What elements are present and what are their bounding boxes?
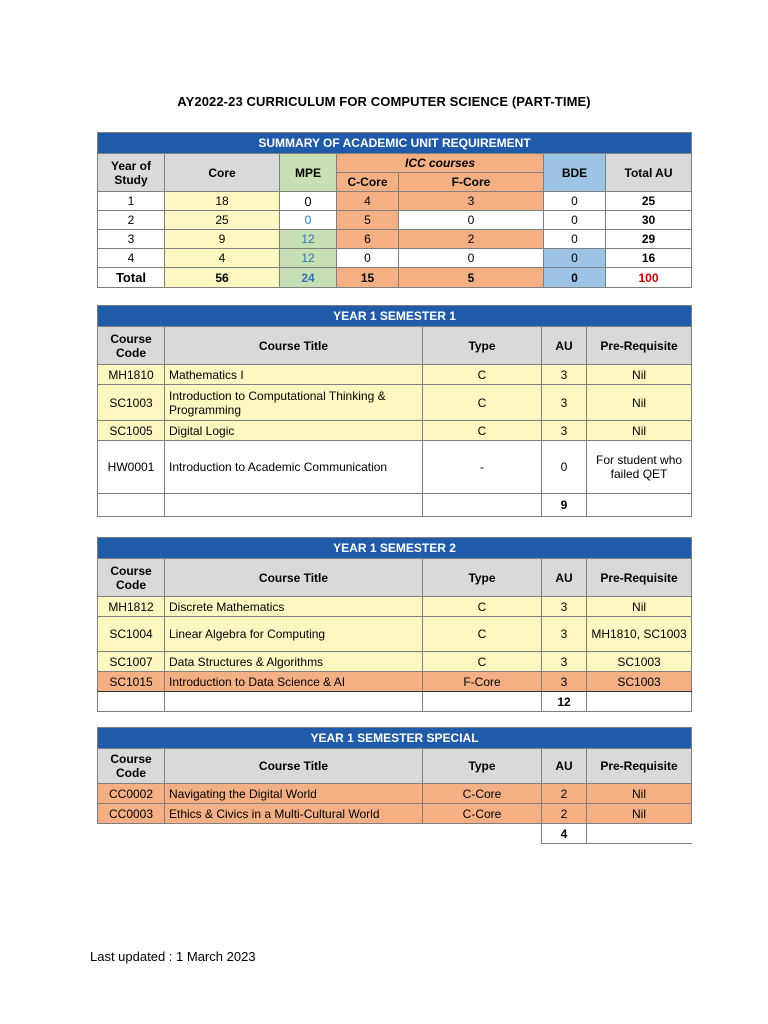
course-type: C xyxy=(423,421,542,441)
col-au: AU xyxy=(542,559,587,597)
course-row xyxy=(98,421,692,441)
total-row xyxy=(98,692,692,712)
col-prereq: Pre-Requisite xyxy=(587,749,692,784)
course-code: CC0002 xyxy=(98,784,165,804)
course-type: - xyxy=(423,441,542,494)
course-row xyxy=(98,597,692,617)
course-title: Linear Algebra for Computing xyxy=(165,617,423,652)
course-title: Mathematics I xyxy=(165,365,423,385)
col-fcore: F-Core xyxy=(399,173,544,192)
bde-total: 0 xyxy=(544,268,606,288)
page-title: AY2022-23 CURRICULUM FOR COMPUTER SCIENCE (PART-TIME) xyxy=(177,94,591,109)
course-prereq: Nil xyxy=(587,597,692,617)
course-prereq: Nil xyxy=(587,365,692,385)
col-core: Core xyxy=(165,154,280,192)
summary-row xyxy=(98,192,692,211)
course-prereq: For student who failed QET xyxy=(587,441,692,494)
course-code: SC1015 xyxy=(98,672,165,692)
col-type: Type xyxy=(423,559,542,597)
course-au: 2 xyxy=(542,784,587,804)
core-cell: 9 xyxy=(165,230,280,249)
course-code: MH1810 xyxy=(98,365,165,385)
course-type: C-Core xyxy=(423,804,542,824)
course-code: SC1005 xyxy=(98,421,165,441)
col-course-code: Course Code xyxy=(98,559,165,597)
course-row xyxy=(98,784,692,804)
course-code: SC1003 xyxy=(98,385,165,421)
course-title: Discrete Mathematics xyxy=(165,597,423,617)
course-prereq: Nil xyxy=(587,804,692,824)
col-au: AU xyxy=(542,327,587,365)
course-title: Digital Logic xyxy=(165,421,423,441)
course-title: Data Structures & Algorithms xyxy=(165,652,423,672)
course-title: Navigating the Digital World xyxy=(165,784,423,804)
col-mpe: MPE xyxy=(280,154,337,192)
sem1-heading: YEAR 1 SEMESTER 1 xyxy=(98,306,692,327)
course-prereq: Nil xyxy=(587,421,692,441)
fcore-cell: 0 xyxy=(399,211,544,230)
course-prereq: SC1003 xyxy=(587,672,692,692)
total-label: Total xyxy=(98,268,165,288)
course-row xyxy=(98,441,692,494)
sem1-table xyxy=(97,305,692,517)
core-total: 56 xyxy=(165,268,280,288)
year-cell: 3 xyxy=(98,230,165,249)
sem2-table xyxy=(97,537,692,712)
year-cell: 2 xyxy=(98,211,165,230)
special-heading: YEAR 1 SEMESTER SPECIAL xyxy=(98,728,692,749)
course-type: C-Core xyxy=(423,784,542,804)
course-prereq: SC1003 xyxy=(587,652,692,672)
sem2-total-au: 12 xyxy=(542,692,587,712)
fcore-cell: 3 xyxy=(399,192,544,211)
course-row xyxy=(98,804,692,824)
ccore-cell: 0 xyxy=(337,249,399,268)
total-cell: 29 xyxy=(606,230,692,249)
bde-cell: 0 xyxy=(544,192,606,211)
col-icc: ICC courses xyxy=(337,154,544,173)
course-au: 3 xyxy=(542,672,587,692)
total-cell: 16 xyxy=(606,249,692,268)
special-table xyxy=(97,727,692,844)
col-total: Total AU xyxy=(606,154,692,192)
course-code: HW0001 xyxy=(98,441,165,494)
core-cell: 4 xyxy=(165,249,280,268)
course-type: C xyxy=(423,597,542,617)
col-ccore: C-Core xyxy=(337,173,399,192)
ccore-cell: 5 xyxy=(337,211,399,230)
course-code: SC1004 xyxy=(98,617,165,652)
col-type: Type xyxy=(423,327,542,365)
course-au: 3 xyxy=(542,365,587,385)
col-type: Type xyxy=(423,749,542,784)
course-prereq: Nil xyxy=(587,784,692,804)
col-prereq: Pre-Requisite xyxy=(587,327,692,365)
last-updated-date: 1 March 2023 xyxy=(176,949,256,964)
course-type: C xyxy=(423,385,542,421)
total-row xyxy=(98,494,692,517)
col-course-title: Course Title xyxy=(165,559,423,597)
total-row xyxy=(98,824,692,844)
col-bde: BDE xyxy=(544,154,606,192)
course-type: C xyxy=(423,652,542,672)
grand-total: 100 xyxy=(606,268,692,288)
fcore-cell: 0 xyxy=(399,249,544,268)
bde-cell: 0 xyxy=(544,230,606,249)
course-prereq: Nil xyxy=(587,385,692,421)
bde-cell: 0 xyxy=(544,211,606,230)
last-updated-label: Last updated : xyxy=(90,949,173,964)
course-au: 3 xyxy=(542,421,587,441)
summary-table xyxy=(97,132,692,288)
sem1-total-au: 9 xyxy=(542,494,587,517)
col-course-title: Course Title xyxy=(165,327,423,365)
summary-heading: SUMMARY OF ACADEMIC UNIT REQUIREMENT xyxy=(98,133,692,154)
mpe-total: 24 xyxy=(280,268,337,288)
course-row xyxy=(98,385,692,421)
fcore-cell: 2 xyxy=(399,230,544,249)
sem2-heading: YEAR 1 SEMESTER 2 xyxy=(98,538,692,559)
fcore-total: 5 xyxy=(399,268,544,288)
course-au: 2 xyxy=(542,804,587,824)
course-title: Introduction to Academic Communication xyxy=(165,441,423,494)
col-course-title: Course Title xyxy=(165,749,423,784)
course-prereq: MH1810, SC1003 xyxy=(587,617,692,652)
summary-total-row xyxy=(98,268,692,288)
course-title: Introduction to Data Science & AI xyxy=(165,672,423,692)
core-cell: 25 xyxy=(165,211,280,230)
summary-row xyxy=(98,230,692,249)
ccore-cell: 6 xyxy=(337,230,399,249)
course-type: F-Core xyxy=(423,672,542,692)
course-au: 3 xyxy=(542,385,587,421)
course-au: 3 xyxy=(542,652,587,672)
course-au: 0 xyxy=(542,441,587,494)
course-type: C xyxy=(423,617,542,652)
mpe-cell: 12 xyxy=(280,249,337,268)
summary-row xyxy=(98,211,692,230)
course-type: C xyxy=(423,365,542,385)
course-row xyxy=(98,617,692,652)
year-cell: 4 xyxy=(98,249,165,268)
col-year: Year of Study xyxy=(98,154,165,192)
mpe-cell: 12 xyxy=(280,230,337,249)
year-cell: 1 xyxy=(98,192,165,211)
last-updated xyxy=(90,949,256,964)
ccore-total: 15 xyxy=(337,268,399,288)
col-course-code: Course Code xyxy=(98,749,165,784)
course-row xyxy=(98,672,692,692)
mpe-cell: 0 xyxy=(280,192,337,211)
course-title: Ethics & Civics in a Multi-Cultural World xyxy=(165,804,423,824)
course-code: SC1007 xyxy=(98,652,165,672)
summary-row xyxy=(98,249,692,268)
col-prereq: Pre-Requisite xyxy=(587,559,692,597)
ccore-cell: 4 xyxy=(337,192,399,211)
course-au: 3 xyxy=(542,617,587,652)
course-row xyxy=(98,365,692,385)
course-code: CC0003 xyxy=(98,804,165,824)
course-code: MH1812 xyxy=(98,597,165,617)
total-cell: 25 xyxy=(606,192,692,211)
course-au: 3 xyxy=(542,597,587,617)
special-total-au: 4 xyxy=(542,824,587,844)
total-cell: 30 xyxy=(606,211,692,230)
core-cell: 18 xyxy=(165,192,280,211)
bde-cell: 0 xyxy=(544,249,606,268)
course-row xyxy=(98,652,692,672)
col-au: AU xyxy=(542,749,587,784)
mpe-cell: 0 xyxy=(280,211,337,230)
col-course-code: Course Code xyxy=(98,327,165,365)
course-title: Introduction to Computational Thinking & Programming xyxy=(165,385,423,421)
